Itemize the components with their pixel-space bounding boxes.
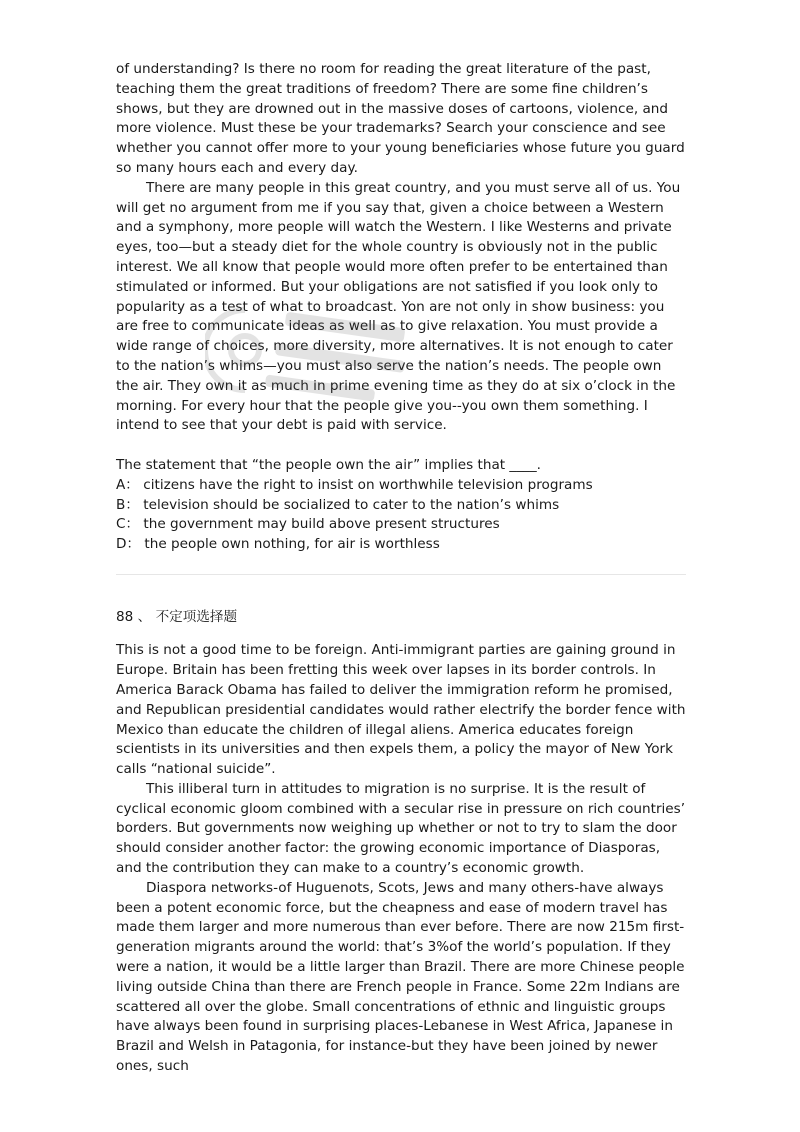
- passage2-paragraph-3: Diaspora networks-of Huguenots, Scots, Jews and many others-have always been a potent economic force, but the cheapness and ease of modern travel has made them larger and more numerous than ever before. There are now 215m first-generation migrants around the world: that’s 3%of the world’s population. If they were a nation, it would be a little larger than Brazil. There are more Chinese people living outside China than there are French people in France. Some 22m Indians are scattered all over the globe. Small concentrations of ethnic and linguistic groups have always been found in surprising places-Lebanese in West Africa, Japanese in Brazil and Welsh in Patagonia, for instance-but they have been joined by newer ones, such: [116, 879, 685, 1075]
- document-page: [116, 60, 686, 1077]
- option-a: [116, 476, 686, 496]
- spacer: [116, 436, 686, 456]
- passage2-paragraph-1: This is not a good time to be foreign. Anti-immigrant parties are gaining ground in Europe. Britain has been fretting this week over lapses in its border controls. In America Barack Obama has failed to deliver the immigration reform he promised, and Republican presidential candidates would rather electrify the border fence with Mexico than educate the children of illegal aliens. America educates foreign scientists in its universities and then expels them, a policy the mayor of New York calls “national suicide”.: [116, 642, 686, 778]
- question1-options: [116, 476, 686, 555]
- passage1-paragraph-2: There are many people in this great country, and you must serve all of us. You will get no argument from me if you say that, given a choice between a Western and a symphony, more people will watch the Western. I like Westerns and private eyes, too—but a steady diet for the whole country is obviously not in the public interest. We all know that people would more often prefer to be entertained than stimulated or informed. But your obligations are not satisfied if you look only to popularity as a test of what to broadcast. Yon are not only in show business: you are free to communicate ideas as well as to give relaxation. You must provide a wide range of choices, more diversity, more alternatives. It is not enough to cater to the nation’s whims—you must also serve the nation’s needs. The people own the air. They own it as much in prime evening time as they do at six o’clock in the morning. For every hour that the people give you--you own them something. I intend to see that your debt is paid with service.: [116, 179, 681, 434]
- option-d: [116, 535, 686, 555]
- question1-stem: The statement that “the people own the air” implies that ____.: [116, 456, 541, 473]
- option-b: [116, 496, 686, 516]
- section-divider: [116, 574, 686, 575]
- passage2-paragraph-2: This illiberal turn in attitudes to migration is no surprise. It is the result of cyclical economic gloom combined with a secular rise in pressure on rich countries’ borders. But governments now weighing up whether or not to try to slam the door should consider another factor: the growing economic importance of Diasporas, and the contribution they can make to a country’s economic growth.: [116, 780, 686, 877]
- question2-number: 88: [116, 608, 134, 625]
- option-c-text: the government may build above present structures: [143, 516, 500, 533]
- option-b-letter: B：: [116, 496, 139, 513]
- option-a-text: citizens have the right to insist on worthwhile television programs: [143, 476, 593, 493]
- option-c: [116, 515, 686, 535]
- option-b-text: television should be socialized to cater to the nation’s whims: [143, 496, 560, 513]
- option-a-letter: A：: [116, 476, 139, 493]
- question2-header: [116, 608, 686, 628]
- option-c-letter: C：: [116, 516, 140, 533]
- question2-type: 不定项选择题: [155, 608, 238, 625]
- option-d-text: the people own nothing, for air is worthless: [144, 536, 440, 553]
- passage1-paragraph-1: of understanding? Is there no room for reading the great literature of the past, teaching them the great traditions of freedom? There are some fine children’s shows, but they are drowned out in the massive doses of cartoons, violence, and more violence. Must these be your trademarks? Search your conscience and see whether you cannot offer more to your young beneficiaries whose future you guard so many hours each and every day.: [116, 61, 685, 176]
- option-d-letter: D：: [116, 536, 141, 553]
- question2-separator: 、: [137, 608, 152, 625]
